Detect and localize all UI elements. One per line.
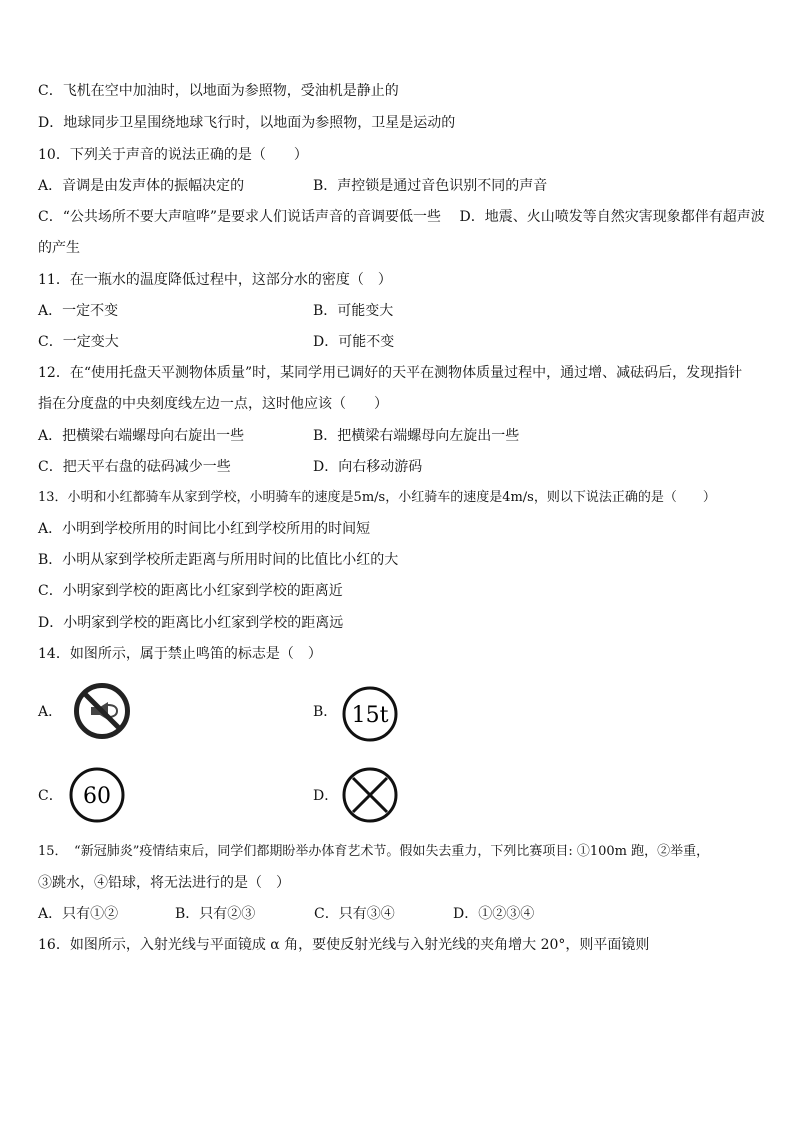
speed-limit-sign-icon — [68, 766, 126, 824]
q13-option-d: D．小明家到学校的距离比小红家到学校的距离远 — [38, 615, 344, 631]
q14-option-a-label: A． — [38, 704, 63, 720]
q10-stem: 10．下列关于声音的说法正确的是（ ） — [38, 147, 308, 163]
weight-limit-text: 15t — [351, 703, 389, 728]
q15-option-b: B．只有②③ — [175, 906, 256, 922]
no-honking-sign-icon — [73, 682, 131, 740]
q10-option-a: A．音调是由发声体的振幅决定的 — [38, 178, 245, 194]
q10-option-b: B．声控锁是通过音色识别不同的声音 — [313, 178, 548, 194]
q12-stem-line1: 12．在“使用托盘天平测物体质量”时，某同学用已调好的天平在测物体质量过程中，通过增、减砝码后，发现指针 — [38, 365, 743, 381]
q13-stem: 13．小明和小红都骑车从家到学校，小明骑车的速度是5m/s，小红骑车的速度是4m/s，则以下说法正确的是（ ） — [38, 490, 716, 505]
q13-option-b: B．小明从家到学校所走距离与所用时间的比值比小红的大 — [38, 552, 399, 568]
q14-stem: 14．如图所示，属于禁止鸣笛的标志是（ ） — [38, 646, 322, 662]
q12-option-a: A．把横梁右端螺母向右旋出一些 — [38, 428, 245, 444]
q14-option-d-label: D． — [313, 788, 339, 804]
q13-option-c: C．小明家到学校的距离比小红家到学校的距离近 — [38, 583, 343, 599]
q15-stem-line2: ③跳水，④铅球，将无法进行的是（ ） — [38, 875, 290, 891]
q15-option-c: C．只有③④ — [314, 906, 395, 922]
q12-option-d: D．向右移动游码 — [313, 459, 423, 475]
q12-stem-line2: 指在分度盘的中央刻度线左边一点，这时他应该（ ） — [38, 396, 388, 412]
q15-option-d: D．①②③④ — [453, 906, 535, 922]
q11-option-a: A．一定不变 — [38, 303, 119, 319]
q10-option-cd: C．“公共场所不要大声喧哗”是要求人们说话声音的音调要低一些 D．地震、火山喷发等自然灾害现象都伴有超声波 — [38, 209, 765, 225]
q14-option-c-label: C． — [38, 788, 63, 804]
q10-option-d-continued: 的产生 — [38, 240, 80, 256]
q11-option-b: B．可能变大 — [313, 303, 394, 319]
q15-option-a: A．只有①② — [38, 906, 119, 922]
q15-stem-line1: 15． “新冠肺炎”疫情结束后，同学们都期盼举办体育艺术节。假如失去重力，下列比赛项目: ①100m 跑，②举重， — [38, 844, 710, 859]
q9-option-d: D．地球同步卫星围绕地球飞行时，以地面为参照物，卫星是运动的 — [38, 115, 456, 131]
speed-limit-text: 60 — [83, 784, 111, 809]
weight-limit-sign-icon — [341, 685, 399, 743]
q9-option-c: C．飞机在空中加油时，以地面为参照物，受油机是静止的 — [38, 83, 399, 99]
q14-option-b-label: B． — [313, 704, 338, 720]
q11-stem: 11．在一瓶水的温度降低过程中，这部分水的密度（ ） — [38, 272, 392, 288]
q11-option-d: D．可能不变 — [313, 334, 395, 350]
q16-stem: 16．如图所示，入射光线与平面镜成 α 角，要使反射光线与入射光线的夹角增大 20°，则平面镜则 — [38, 937, 650, 953]
q13-option-a: A．小明到学校所用的时间比小红到学校所用的时间短 — [38, 521, 371, 537]
no-stopping-sign-icon — [341, 766, 399, 824]
q11-option-c: C．一定变大 — [38, 334, 119, 350]
q12-option-c: C．把天平右盘的砝码减少一些 — [38, 459, 231, 475]
q12-option-b: B．把横梁右端螺母向左旋出一些 — [313, 428, 520, 444]
